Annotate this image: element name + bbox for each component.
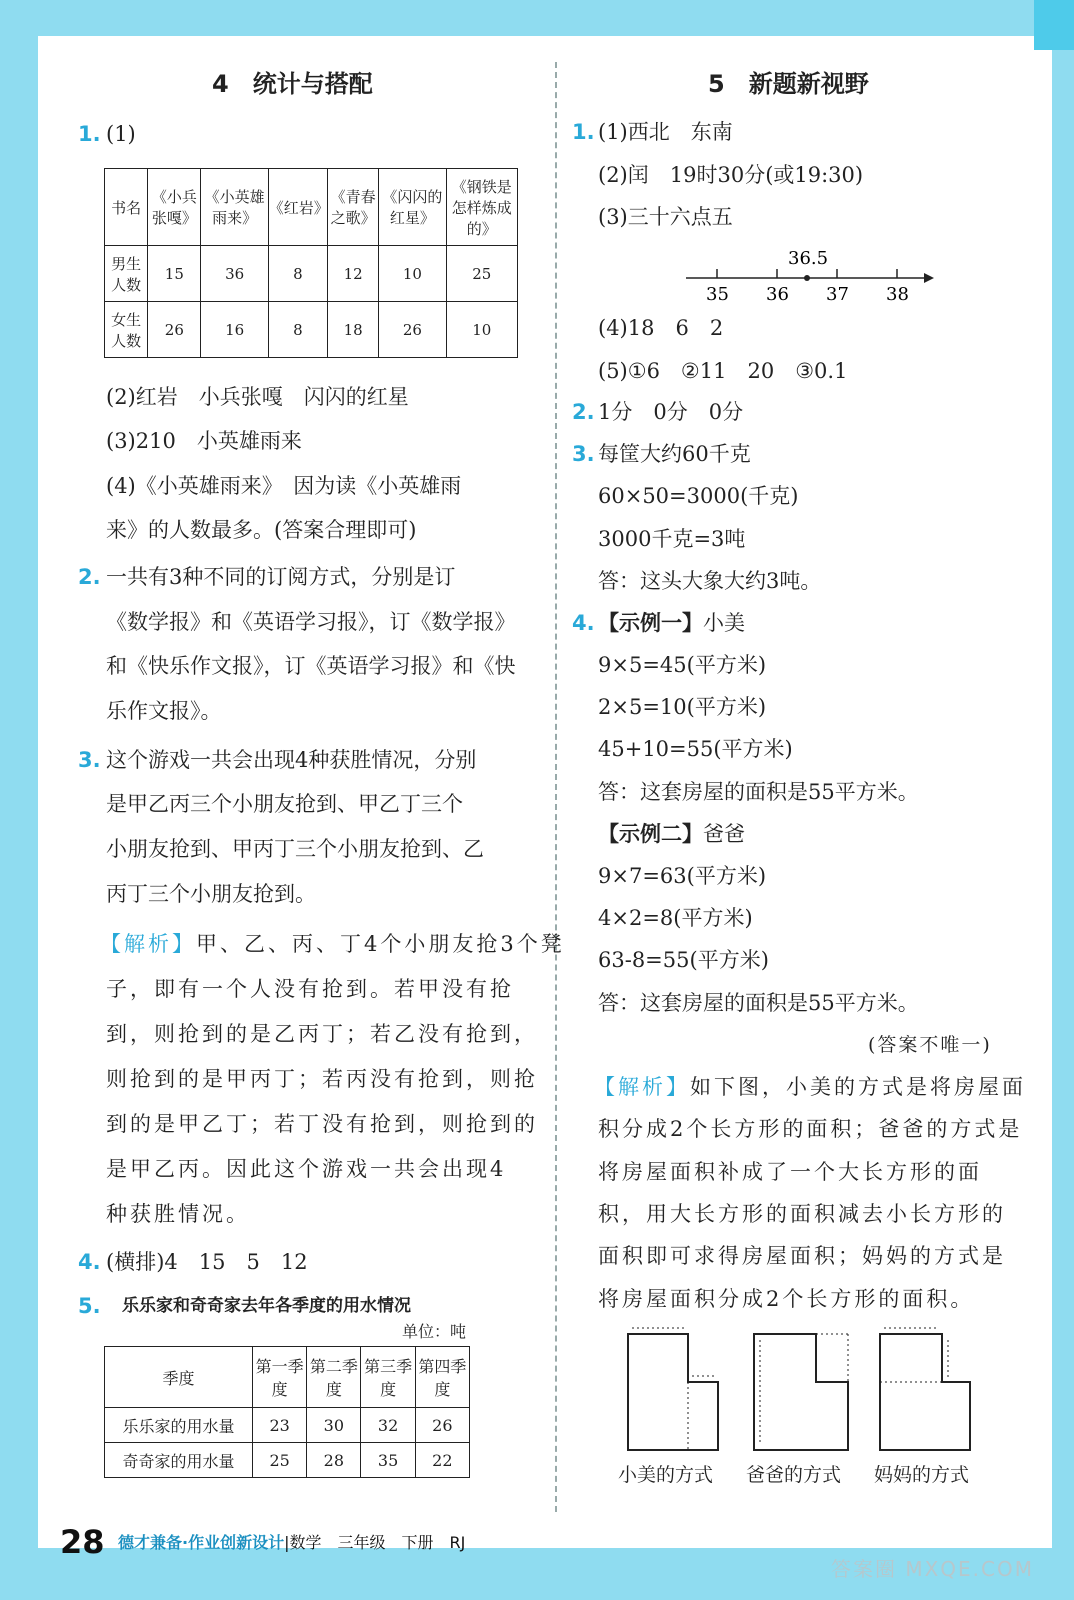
table-cell: 28 (307, 1443, 361, 1478)
table-cell: 第一季度 (253, 1347, 307, 1408)
table-row (105, 302, 518, 358)
q2-line: 和《快乐作文报》，订《英语学习报》和《快 (106, 654, 516, 678)
example2-name: 爸爸 (703, 822, 745, 846)
r-q1-p5: (5)①6 ②11 20 ③0.1 (598, 359, 848, 383)
diagram-caption: 爸爸的方式 (746, 1464, 842, 1486)
q1-part1: (1) (106, 122, 136, 146)
table-cell: 乐乐家的用水量 (105, 1408, 253, 1443)
table-cell: 10 (446, 302, 517, 358)
table-cell: 26 (415, 1408, 469, 1443)
q3-analysis-line: 是甲乙丙。因此这个游戏一共会出现4 (106, 1157, 507, 1181)
baba-diagram (744, 1326, 856, 1454)
q3-analysis-line: 种获胜情况。 (106, 1202, 250, 1226)
r-q4-line: 9×7=63(平方米) (598, 864, 767, 888)
footer-info: |数学 三年级 下册 RJ (284, 1533, 466, 1552)
r-q4-number: 4. (572, 611, 595, 635)
table-cell: 《红岩》 (268, 169, 327, 246)
column-divider (555, 62, 557, 1512)
table-cell: 16 (201, 302, 268, 358)
q3-analysis-line: 则抢到的是甲丙丁；若丙没有抢到，则抢 (106, 1067, 538, 1091)
r-q1-p1: (1)西北 东南 (598, 120, 733, 144)
r-q4-analysis-line: 将房屋面积分成2个长方形的面积。 (598, 1287, 975, 1311)
table-cell: 32 (361, 1408, 415, 1443)
footer-brand: 德才兼备·作业创新设计 (118, 1533, 285, 1552)
footer-text (118, 1530, 465, 1553)
marked-value: 36.5 (788, 248, 829, 269)
watermark: 答案圈 MXQE.COM (830, 1557, 1034, 1581)
table-cell: 8 (268, 302, 327, 358)
table-cell: 22 (415, 1443, 469, 1478)
table-cell: 12 (328, 246, 379, 302)
q1-part2: (2)红岩 小兵张嘎 闪闪的红星 (106, 385, 409, 409)
r-q4-line: 答：这套房屋的面积是55平方米。 (598, 780, 919, 804)
table-cell: 26 (148, 302, 201, 358)
r-q3-line: 每筐大约60千克 (598, 442, 751, 466)
q1-part3: (3)210 小英雄雨来 (106, 429, 302, 453)
r-q3-number: 3. (572, 442, 595, 466)
example2-label: 【示例二】 (598, 822, 703, 846)
table-cell: 奇奇家的用水量 (105, 1443, 253, 1478)
tick-label: 36 (766, 284, 789, 304)
r-q3-line: 60×50=3000(千克) (598, 484, 799, 508)
xiaomei-diagram (618, 1326, 728, 1454)
q3-analysis-first (100, 930, 565, 958)
reading-table (104, 168, 518, 358)
analysis-text: 甲、乙、丙、丁4个小朋友抢3个凳 (196, 932, 565, 956)
r-q4-line: 4×2=8(平方米) (598, 906, 753, 930)
table-cell: 30 (307, 1408, 361, 1443)
q2-line: 一共有3种不同的订阅方式，分别是订 (106, 565, 456, 589)
r-q1-p3: (3)三十六点五 (598, 205, 733, 229)
analysis-text: 如下图，小美的方式是将房屋面 (690, 1075, 1026, 1099)
q2-line: 乐作文报》。 (106, 699, 222, 723)
q5-unit: 单位：吨 (402, 1322, 467, 1341)
r-q3-line: 答：这头大象大约3吨。 (598, 569, 822, 593)
q3-line: 是甲乙丙三个小朋友抢到、甲乙丁三个 (106, 792, 463, 816)
r-q4-note: (答案不唯一) (868, 1034, 992, 1056)
r-q4-analysis-line: 积，用大长方形的面积减去小长方形的 (598, 1202, 1006, 1226)
table-row (105, 246, 518, 302)
q1-number: 1. (78, 122, 101, 146)
table-cell: 35 (361, 1443, 415, 1478)
table-cell: 《钢铁是怎样炼成的》 (446, 169, 517, 246)
q1-part4-line1: (4)《小英雄雨来》 因为读《小英雄雨 (106, 474, 462, 498)
tick-label: 35 (706, 284, 729, 304)
q2-number: 2. (78, 565, 101, 589)
water-usage-table (104, 1346, 470, 1478)
table-cell: 25 (253, 1443, 307, 1478)
left-section-title: 4 统计与搭配 (212, 70, 373, 98)
table-cell: 第四季度 (415, 1347, 469, 1408)
r-q4-analysis-line: 将房屋面积补成了一个大长方形的面 (598, 1160, 982, 1184)
example1-name: 小美 (703, 611, 745, 635)
q4-text: (横排)4 15 5 12 (106, 1250, 308, 1274)
q3-analysis-line: 到，则抢到的是乙丙丁；若乙没有抢到， (106, 1022, 538, 1046)
diagram-caption: 小美的方式 (618, 1464, 714, 1486)
border-right (1052, 0, 1074, 1600)
table-cell: 10 (379, 246, 446, 302)
r-q2-text: 1分 0分 0分 (598, 400, 744, 424)
r-q3-line: 3000千克=3吨 (598, 527, 746, 551)
q4-number: 4. (78, 1250, 101, 1274)
r-q4-example1 (598, 609, 745, 637)
q3-analysis-line: 子，即有一个人没有抢到。若甲没有抢 (106, 977, 514, 1001)
q3-analysis-line: 到的是甲乙丁；若丁没有抢到，则抢到的 (106, 1112, 538, 1136)
table-cell: 《青春之歌》 (328, 169, 379, 246)
border-left (0, 0, 38, 1600)
r-q1-number: 1. (572, 120, 595, 144)
table-cell: 8 (268, 246, 327, 302)
border-top (0, 0, 1074, 36)
table-row (105, 1347, 470, 1408)
r-q4-line: 63-8=55(平方米) (598, 948, 769, 972)
number-line (680, 244, 940, 304)
q3-line: 小朋友抢到、甲丙丁三个小朋友抢到、乙 (106, 837, 484, 861)
r-q4-analysis-first (594, 1073, 1026, 1101)
table-cell: 男生人数 (105, 246, 148, 302)
q1-part4-line2: 来》的人数最多。(答案合理即可) (106, 518, 417, 542)
right-section-title: 5 新题新视野 (708, 70, 869, 98)
r-q1-p4: (4)18 6 2 (598, 316, 724, 340)
q5-number: 5. (78, 1294, 101, 1318)
table-cell: 《小英雄雨来》 (201, 169, 268, 246)
q5-table-title: 乐乐家和奇奇家去年各季度的用水情况 (122, 1296, 411, 1316)
r-q2-number: 2. (572, 400, 595, 424)
r-q4-line: 2×5=10(平方米) (598, 695, 767, 719)
r-q4-line: 45+10=55(平方米) (598, 737, 793, 761)
table-cell: 第二季度 (307, 1347, 361, 1408)
analysis-label: 【解析】 (100, 932, 196, 956)
table-cell: 25 (446, 246, 517, 302)
table-row (105, 1408, 470, 1443)
tick-label: 37 (826, 284, 849, 304)
r-q4-example2 (598, 820, 745, 848)
q3-line: 丙丁三个小朋友抢到。 (106, 882, 316, 906)
table-cell: 26 (379, 302, 446, 358)
table-row (105, 169, 518, 246)
table-cell: 15 (148, 246, 201, 302)
diagram-caption: 妈妈的方式 (874, 1464, 970, 1486)
table-cell: 第三季度 (361, 1347, 415, 1408)
table-cell: 23 (253, 1408, 307, 1443)
page-number: 28 (60, 1523, 105, 1561)
r-q1-p2: (2)闰 19时30分(或19:30) (598, 163, 864, 187)
mama-diagram (870, 1326, 980, 1454)
r-q4-analysis-line: 面积即可求得房屋面积；妈妈的方式是 (598, 1244, 1006, 1268)
q2-line: 《数学报》和《英语学习报》，订《数学报》 (106, 610, 516, 634)
table-cell: 书名 (105, 169, 148, 246)
r-q4-analysis-line: 积分成2个长方形的面积；爸爸的方式是 (598, 1117, 1023, 1141)
table-cell: 女生人数 (105, 302, 148, 358)
r-q4-line: 9×5=45(平方米) (598, 653, 767, 677)
analysis-label: 【解析】 (594, 1075, 690, 1099)
q3-number: 3. (78, 748, 101, 772)
table-cell: 36 (201, 246, 268, 302)
table-cell: 《闪闪的红星》 (379, 169, 446, 246)
table-cell: 季度 (105, 1347, 253, 1408)
example1-label: 【示例一】 (598, 611, 703, 635)
r-q4-line: 答：这套房屋的面积是55平方米。 (598, 991, 919, 1015)
edge-tab (1034, 0, 1074, 50)
table-row (105, 1443, 470, 1478)
q3-line: 这个游戏一共会出现4种获胜情况，分别 (106, 748, 477, 772)
table-cell: 《小兵张嘎》 (148, 169, 201, 246)
tick-label: 38 (886, 284, 909, 304)
table-cell: 18 (328, 302, 379, 358)
